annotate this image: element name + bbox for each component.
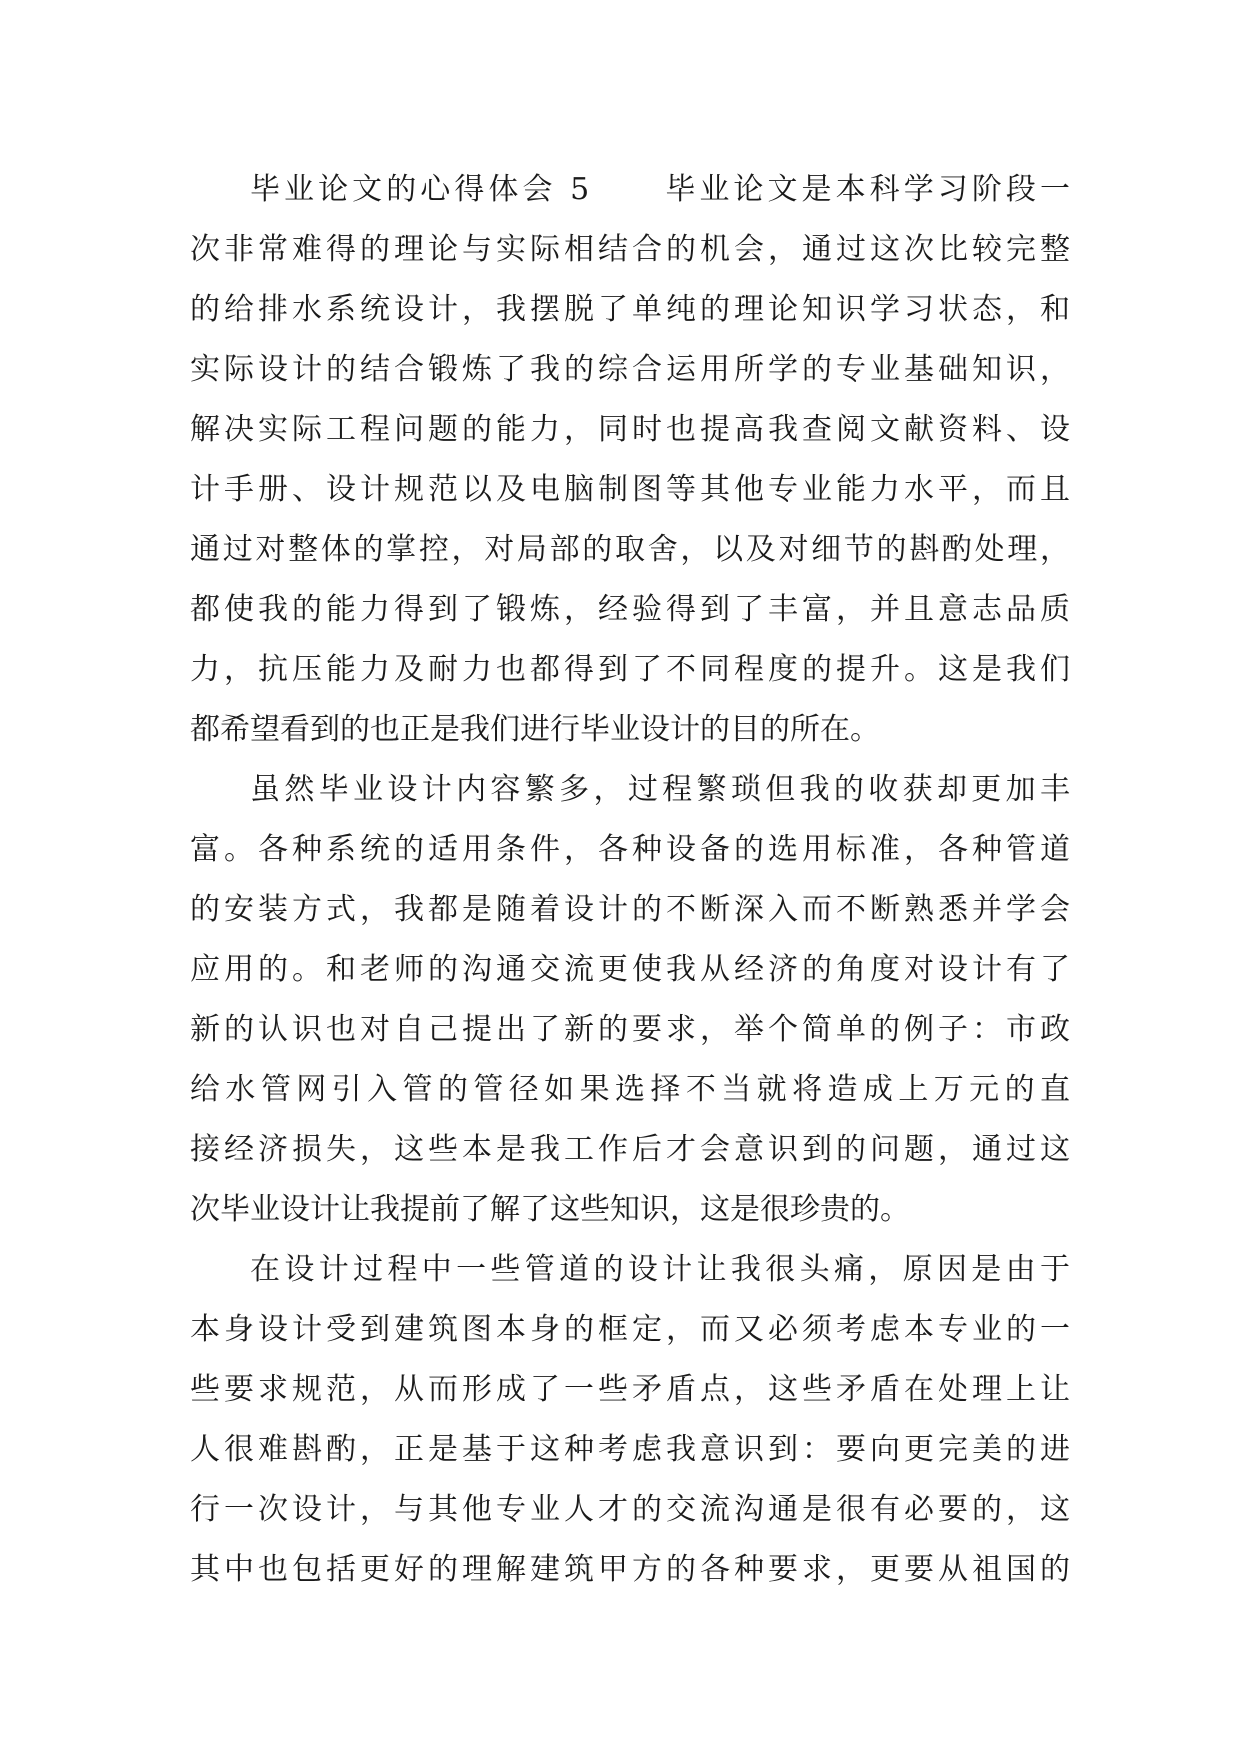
paragraph-line bbox=[190, 160, 1070, 220]
paragraph-line: 解决实际工程问题的能力，同时也提高我查阅文献资料、设 bbox=[190, 412, 1070, 447]
paragraph-line: 其中也包括更好的理解建筑甲方的各种要求，更要从祖国的 bbox=[190, 1552, 1070, 1587]
paragraph-line: 给水管网引入管的管径如果选择不当就将造成上万元的直 bbox=[190, 1072, 1070, 1107]
paragraph-line: 在设计过程中一些管道的设计让我很头痛，原因是由于 bbox=[250, 1252, 1070, 1287]
paragraph-line: 虽然毕业设计内容繁多，过程繁琐但我的收获却更加丰 bbox=[250, 772, 1070, 807]
paragraph-3 bbox=[190, 1240, 1070, 1600]
paragraph-line: 些要求规范，从而形成了一些矛盾点，这些矛盾在处理上让 bbox=[190, 1372, 1070, 1407]
paragraph-line: 新的认识也对自己提出了新的要求，举个简单的例子：市政 bbox=[190, 1012, 1070, 1047]
paragraph-line: 都使我的能力得到了锻炼，经验得到了丰富，并且意志品质 bbox=[190, 592, 1070, 627]
paragraph-line: 实际设计的结合锻炼了我的综合运用所学的专业基础知识， bbox=[190, 352, 1070, 387]
paragraph-line: 本身设计受到建筑图本身的框定，而又必须考虑本专业的一 bbox=[190, 1312, 1070, 1347]
paragraph-2 bbox=[190, 760, 1070, 1240]
paragraph-line: 的安装方式，我都是随着设计的不断深入而不断熟悉并学会 bbox=[190, 892, 1070, 927]
paragraph-line: 富。各种系统的适用条件，各种设备的选用标准，各种管道 bbox=[190, 832, 1070, 867]
paragraph-line: 次毕业设计让我提前了解了这些知识，这是很珍贵的。 bbox=[190, 1192, 910, 1227]
paragraph-1 bbox=[190, 160, 1070, 760]
document-body bbox=[190, 160, 1070, 1600]
paragraph-line: 行一次设计，与其他专业人才的交流沟通是很有必要的，这 bbox=[190, 1492, 1070, 1527]
paragraph-line: 应用的。和老师的沟通交流更使我从经济的角度对设计有了 bbox=[190, 952, 1070, 987]
paragraph-line: 的给排水系统设计，我摆脱了单纯的理论知识学习状态，和 bbox=[190, 292, 1070, 327]
paragraph-line: 次非常难得的理论与实际相结合的机会，通过这次比较完整 bbox=[190, 232, 1070, 267]
document-title: 毕业论文的心得体会 5 bbox=[250, 172, 590, 207]
paragraph-line: 通过对整体的掌控，对局部的取舍，以及对细节的斟酌处理， bbox=[190, 532, 1070, 567]
paragraph-line-text: 毕业论文是本科学习阶段一 bbox=[661, 172, 1070, 207]
paragraph-line: 人很难斟酌，正是基于这种考虑我意识到：要向更完美的进 bbox=[190, 1432, 1070, 1467]
paragraph-line: 都希望看到的也正是我们进行毕业设计的目的所在。 bbox=[190, 712, 880, 747]
paragraph-line: 计手册、设计规范以及电脑制图等其他专业能力水平，而且 bbox=[190, 472, 1070, 507]
paragraph-line: 力，抗压能力及耐力也都得到了不同程度的提升。这是我们 bbox=[190, 652, 1070, 687]
paragraph-line: 接经济损失，这些本是我工作后才会意识到的问题，通过这 bbox=[190, 1132, 1070, 1167]
